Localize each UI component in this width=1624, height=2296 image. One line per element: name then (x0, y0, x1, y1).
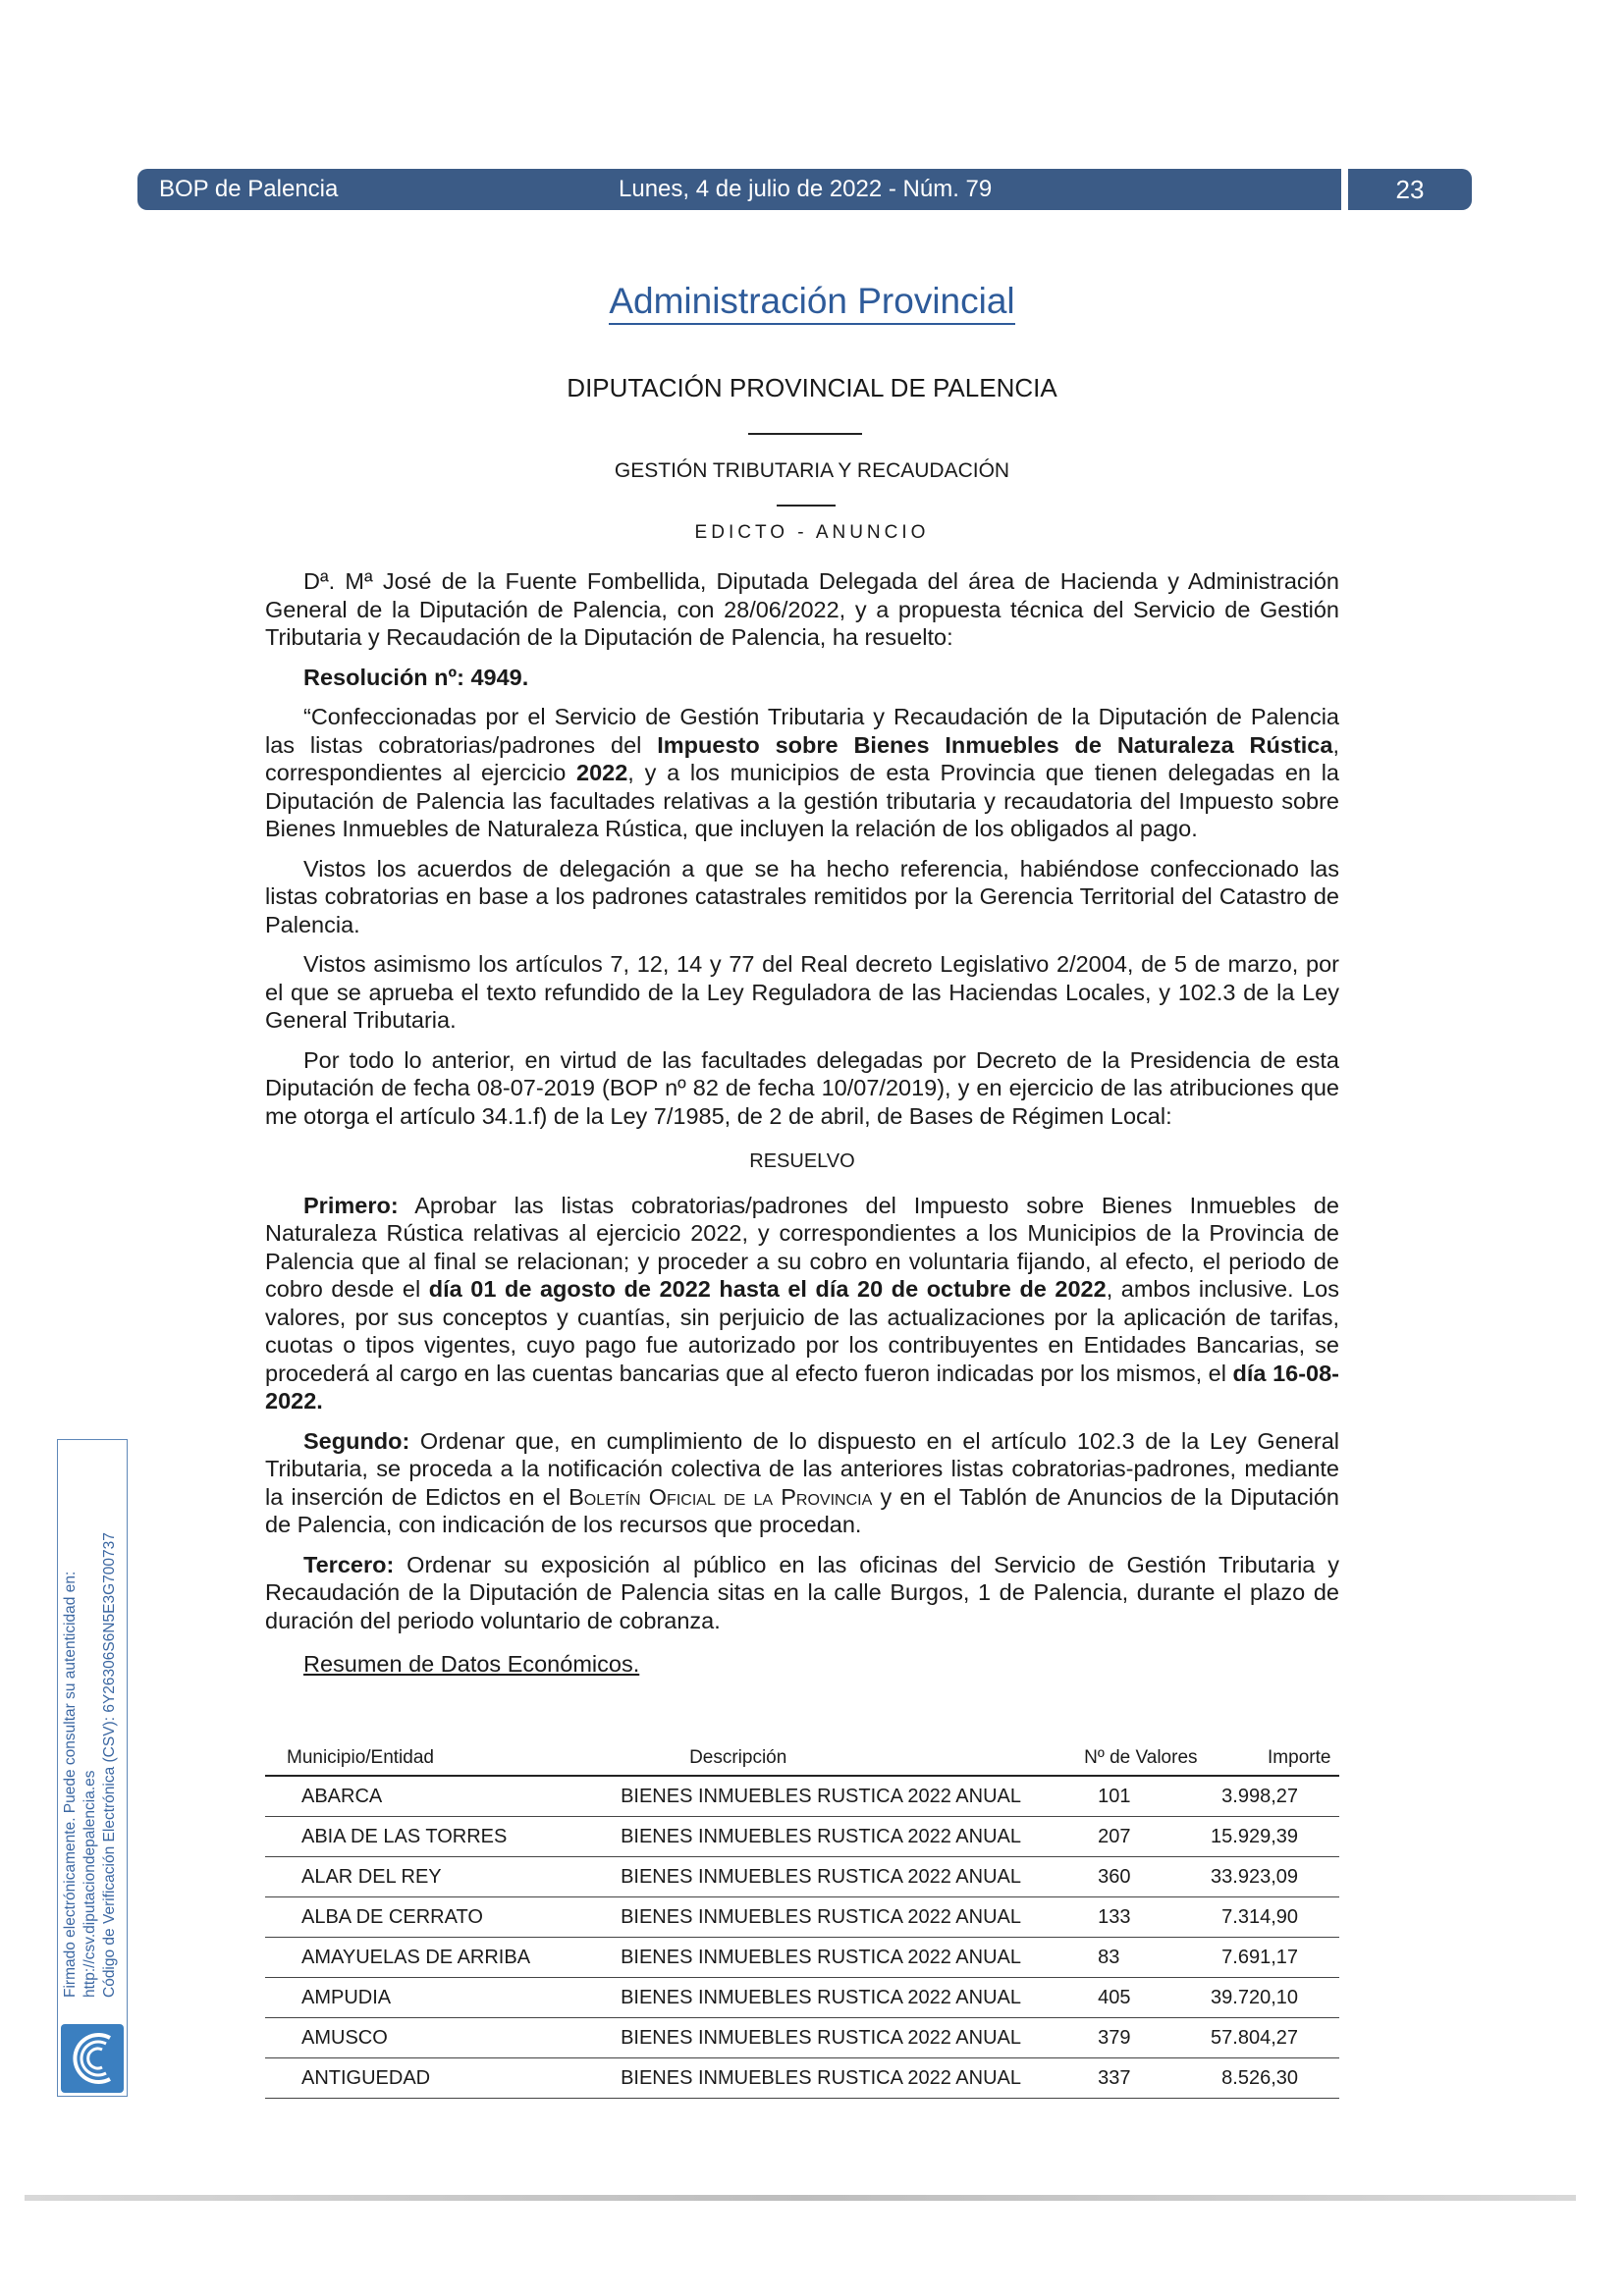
count-cell: 337 (1060, 2058, 1211, 2099)
tercero-paragraph (265, 1551, 1339, 1635)
description-cell: BIENES INMUEBLES RUSTICA 2022 ANUAL (621, 1776, 1060, 1817)
signature-text (61, 1436, 124, 1998)
description-cell: BIENES INMUEBLES RUSTICA 2022 ANUAL (621, 1978, 1060, 2018)
amount-cell: 8.526,30 (1211, 2058, 1339, 2099)
table-row (265, 2018, 1339, 2058)
table-row (265, 2058, 1339, 2099)
paragraph-4: Por todo lo anterior, en virtud de las facultades delegadas por Decreto de la Presidencia de esta Diputación de fecha 08-07-2019 (BOP nº 82 de fecha 10/07/2019), y en ejercicio de las atribuciones que me otorga el artículo 34.1.f) de la Ley 7/1985, de 2 de abril, de Bases de Régimen Local: (265, 1046, 1339, 1129)
diputacion-logo-icon (61, 2024, 124, 2093)
count-cell: 379 (1060, 2018, 1211, 2058)
header-bar (137, 169, 1341, 210)
description-cell: BIENES INMUEBLES RUSTICA 2022 ANUAL (621, 2018, 1060, 2058)
description-cell: BIENES INMUEBLES RUSTICA 2022 ANUAL (621, 1857, 1060, 1897)
amount-cell: 57.804,27 (1211, 2018, 1339, 2058)
description-cell: BIENES INMUEBLES RUSTICA 2022 ANUAL (621, 1897, 1060, 1938)
table-row (265, 1978, 1339, 2018)
municipality-cell: ABIA DE LAS TORRES (265, 1817, 621, 1857)
page-number: 23 (1348, 169, 1472, 210)
text: , ambos inclusive. Los valores, por sus conceptos y cuantías, sin perjuicio de las actualizaciones por la aplicación de tarifas, cuotas o tipos vigentes, cuyo pago fue autorizado por los contribuyentes en Entidades Bancarias, se procederá al cargo en las cuentas bancarias que al efecto fueron indicadas por los mismos, el (265, 1276, 1339, 1386)
summary-heading: Resumen de Datos Económicos. (303, 1651, 640, 1677)
document-body (265, 567, 1339, 1690)
count-cell: 360 (1060, 1857, 1211, 1897)
amount-cell: 3.998,27 (1211, 1776, 1339, 1817)
column-header: Descripción (621, 1743, 1060, 1776)
amount-cell: 7.691,17 (1211, 1938, 1339, 1978)
count-cell: 83 (1060, 1938, 1211, 1978)
page-bottom-edge (25, 2195, 1576, 2201)
paragraph-2: Vistos los acuerdos de delegación a que se ha hecho referencia, habiéndose confeccionado las listas cobratorias en base a los padrones catastrales remitidos por la Gerencia Territorial del Catastro de Palencia. (265, 855, 1339, 937)
divider (748, 433, 862, 435)
primero-label: Primero: (303, 1192, 399, 1218)
count-cell: 133 (1060, 1897, 1211, 1938)
municipality-cell: AMAYUELAS DE ARRIBA (265, 1938, 621, 1978)
fiscal-year: 2022 (576, 760, 628, 785)
table-row (265, 1776, 1339, 1817)
text: , correspondientes al ejercicio (265, 731, 1339, 785)
csv-code: Código de Verificación Electrónica (CSV): 6Y26306S6N5E3G700737 (101, 1532, 118, 1998)
publication-name: BOP de Palencia (159, 176, 339, 202)
municipality-cell: ANTIGUEDAD (265, 2058, 621, 2099)
table-row (265, 1817, 1339, 1857)
divider (777, 505, 836, 507)
text: y en el Tablón de Anuncios de la Diputación de Palencia, con indicación de los recursos que procedan. (265, 1483, 1339, 1537)
text: Ordenar su exposición al público en las oficinas del Servicio de Gestión Tributaria y Recaudación de la Diputación de Palencia sitas en la calle Burgos, 1 de Palencia, durante el plazo de duración del periodo voluntario de cobranza. (265, 1551, 1339, 1633)
intro-paragraph: Dª. Mª José de la Fuente Fombellida, Diputada Delegada del área de Hacienda y Administración General de la Diputación de Palencia, con 28/06/2022, y a propuesta técnica del Servicio de Gestión Tributaria y Recaudación de la Diputación de Palencia, ha resuelto: (265, 568, 1339, 650)
segundo-paragraph (265, 1427, 1339, 1539)
tax-name: Impuesto sobre Bienes Inmuebles de Naturaleza Rústica (657, 731, 1333, 758)
text: Ordenar que, en cumplimiento de lo dispuesto en el artículo 102.3 de la Ley General Tributaria, se proceda a la notificación colectiva de las anteriores listas cobratorias-padrones, mediante la inserción de Edictos en el (265, 1427, 1339, 1510)
municipality-cell: AMPUDIA (265, 1978, 621, 2018)
count-cell: 101 (1060, 1776, 1211, 1817)
municipality-cell: AMUSCO (265, 2018, 621, 2058)
column-header: Nº de Valores (1060, 1743, 1211, 1776)
verification-url[interactable]: http://csv.diputaciondepalencia.es (81, 1770, 98, 1998)
amount-cell: 33.923,09 (1211, 1857, 1339, 1897)
table-row (265, 1938, 1339, 1978)
tercero-label: Tercero: (303, 1551, 395, 1577)
amount-cell: 39.720,10 (1211, 1978, 1339, 2018)
text: “Confeccionadas por el Servicio de Gestión Tributaria y Recaudación de la Diputación de Palencia las listas cobratorias/padrones del (265, 704, 1339, 758)
municipality-cell: ALAR DEL REY (265, 1857, 621, 1897)
amount-cell: 7.314,90 (1211, 1897, 1339, 1938)
description-cell: BIENES INMUEBLES RUSTICA 2022 ANUAL (621, 1938, 1060, 1978)
section-title (0, 281, 1624, 322)
description-cell: BIENES INMUEBLES RUSTICA 2022 ANUAL (621, 1817, 1060, 1857)
economic-data-table (265, 1743, 1339, 2099)
primero-paragraph (265, 1192, 1339, 1415)
municipality-cell: ABARCA (265, 1776, 621, 1817)
resolution-number (265, 664, 1339, 692)
paragraph-3: Vistos asimismo los artículos 7, 12, 14 y 77 del Real decreto Legislativo 2/2004, de 5 de marzo, por el que se aprueba el texto refundido de la Ley Reguladora de las Haciendas Locales, y 102.3 de la Ley General Tributaria. (265, 951, 1339, 1033)
column-header: Municipio/Entidad (265, 1743, 621, 1776)
resuelvo-heading: RESUELVO (749, 1150, 855, 1172)
charge-date: día 16-08-2022. (265, 1360, 1339, 1414)
column-header: Importe (1211, 1743, 1339, 1776)
count-cell: 207 (1060, 1817, 1211, 1857)
signature-line: Firmado electrónicamente. Puede consultar su autenticidad en: (62, 1571, 79, 1998)
paragraph-1 (265, 703, 1339, 843)
segundo-label: Segundo: (303, 1427, 410, 1454)
count-cell: 405 (1060, 1978, 1211, 2018)
text: Aprobar las listas cobratorias/padrones del Impuesto sobre Bienes Inmuebles de Naturaleza Rústica relativas al ejercicio 2022, y correspondientes a los Municipios de la Provincia de Palencia que al final se relacionan; y proceder a su cobro en voluntaria fijando, al efecto, el periodo de cobro desde el (265, 1192, 1339, 1302)
municipality-cell: ALBA DE CERRATO (265, 1897, 621, 1938)
department-name: GESTIÓN TRIBUTARIA Y RECAUDACIÓN (614, 459, 1010, 482)
table-row (265, 1857, 1339, 1897)
amount-cell: 15.929,39 (1211, 1817, 1339, 1857)
issue-date: Lunes, 4 de julio de 2022 - Núm. 79 (619, 176, 993, 202)
bulletin-name: Boletín Oficial de la Provincia (568, 1483, 873, 1510)
text: , y a los municipios de esta Provincia que tienen delegadas en la Diputación de Palencia las facultades relativas a la gestión tributaria y recaudatoria del Impuesto sobre Bienes Inmuebles de Naturaleza Rústica, que incluyen la relación de los obligados al pago. (265, 760, 1339, 841)
payment-period: día 01 de agosto de 2022 hasta el día 20 de octubre de 2022 (428, 1276, 1107, 1302)
resolution-number-text: Resolución nº: 4949. (303, 664, 529, 690)
description-cell: BIENES INMUEBLES RUSTICA 2022 ANUAL (621, 2058, 1060, 2099)
organization-name: DIPUTACIÓN PROVINCIAL DE PALENCIA (567, 373, 1057, 402)
table-header-row (265, 1743, 1339, 1776)
table-row (265, 1897, 1339, 1938)
section-title-text: Administración Provincial (609, 281, 1014, 325)
notice-type: EDICTO - ANUNCIO (694, 522, 930, 543)
